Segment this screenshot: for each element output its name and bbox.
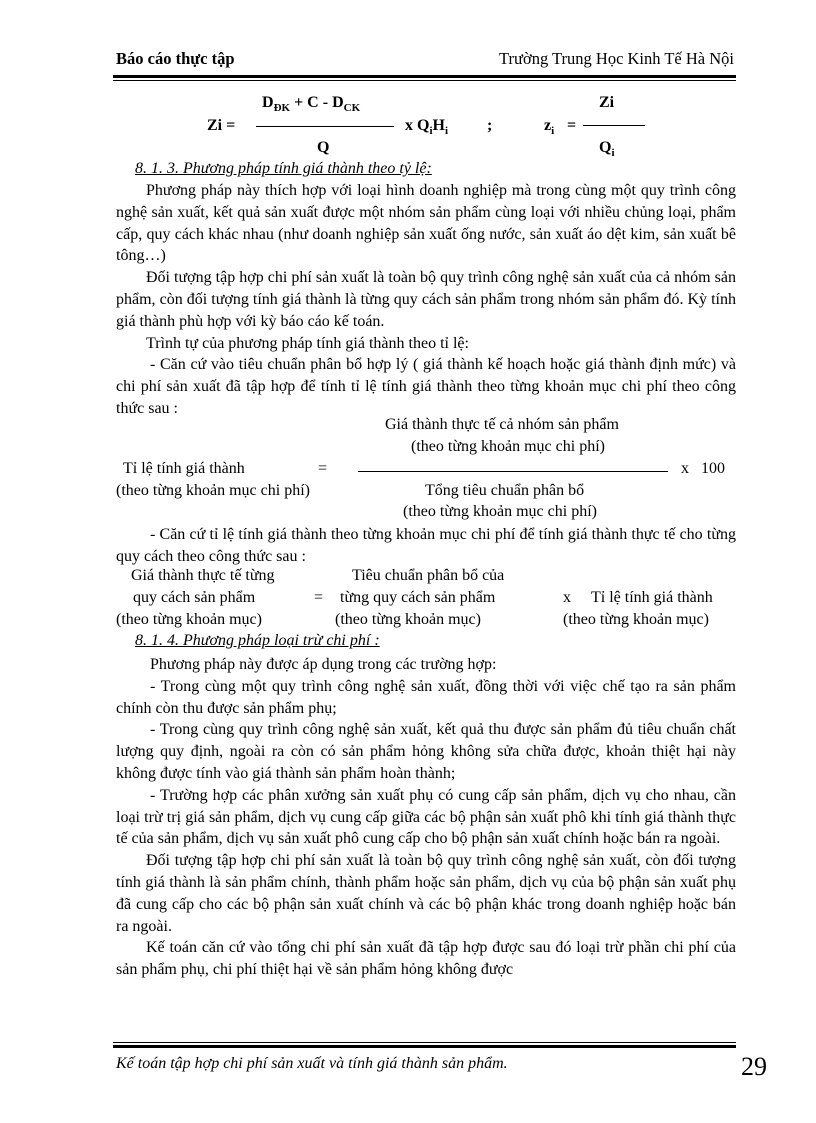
- header-left: Báo cáo thực tập: [116, 49, 235, 68]
- section-heading-8-1-3: 8. 1. 3. Phương pháp tính giá thành theo tỷ lệ:: [135, 160, 432, 177]
- formula-zi-numerator: $D_{ĐK} + C - D_{CK}$: [262, 94, 361, 115]
- header-rule-thin: [113, 80, 736, 81]
- formula-ratio-den2: (theo từng khoản mục chi phí): [403, 503, 597, 520]
- formula-ratio-num2: (theo từng khoản mục chi phí): [411, 438, 605, 455]
- footer-rule-thick: [113, 1045, 736, 1048]
- formula-ratio-mult: x 100: [681, 460, 725, 477]
- formula-unit-a3: (theo từng khoản mục): [116, 611, 262, 628]
- paragraph: - Trong cùng quy trình công nghệ sản xuất, kết quả thu được sản phẩm đủ tiêu chuẩn chất lượng quy định, ngoài ra còn có sản phẩm hỏng không sửa chữa được, khoản thiệt hại này không được tính vào giá thành sản phẩm hoàn thành;: [116, 721, 736, 782]
- formula-unit-c2: Tỉ lệ tính giá thành: [591, 589, 713, 606]
- paragraph: - Căn cứ vào tiêu chuẩn phân bổ hợp lý ( giá thành kế hoạch hoặc giá thành định mức) và chi phí sản xuất đã tập hợp để tính tỉ lệ tính giá thành theo từng khoản mục chi phí theo công thức sau :: [116, 356, 736, 417]
- formula-zi-denominator: Q: [317, 139, 330, 156]
- section-heading-8-1-4: 8. 1. 4. Phương pháp loại trừ chi phí :: [135, 632, 380, 649]
- formula-ratio-den1: Tổng tiêu chuẩn phân bổ: [425, 482, 585, 499]
- header-right: Trường Trung Học Kinh Tế Hà Nội: [499, 49, 734, 68]
- formula-unit-b2: từng quy cách sản phẩm: [340, 589, 496, 606]
- footer-title: Kế toán tập hợp chi phí sản xuất và tính giá thành sản phẩm.: [116, 1055, 508, 1072]
- formula-unit-b1: Tiêu chuẩn phân bổ của: [352, 567, 505, 584]
- paragraph: Đối tượng tập hợp chi phí sản xuất là toàn bộ quy trình công nghệ sản xuất, còn đối tượng tính giá thành là sản phẩm chính, thành phẩm hoặc sản phẩm, dịch vụ của bộ phận sản xuất phụ đã cung cấp cho các bộ phận sản xuất chính và các bộ phận khác trong doanh nghiệp hoặc bán ra ngoài.: [116, 852, 736, 935]
- header-rule-thick: [113, 75, 736, 78]
- formula-small-fraction-bar: [583, 125, 645, 126]
- footer-rule-thin: [113, 1042, 736, 1043]
- formula-unit-a2: quy cách sản phẩm: [133, 589, 256, 606]
- formula-ratio-lhs1: Tỉ lệ tính giá thành: [123, 460, 245, 477]
- paragraph: - Trường hợp các phân xưởng sản xuất phụ có cung cấp sản phẩm, dịch vụ cho nhau, cần loại trừ trị giá sản phẩm, dịch vụ cung cấp giữa các bộ phận sản xuất phô khi tính giá thành thực tế của sản phẩm, dịch vụ sản xuất phô cung cấp cho bộ phận sản xuất chính hoặc bán ra ngoài.: [116, 786, 736, 848]
- formula-small-zi: $z_i$: [544, 117, 555, 138]
- formula-unit-c3: (theo từng khoản mục): [563, 611, 709, 628]
- paragraph-block-2: [116, 524, 736, 568]
- page-number: 29: [741, 1052, 767, 1081]
- paragraph: Phương pháp này thích hợp với loại hình doanh nghiệp mà trong cùng một quy trình công nghệ sản xuất, kết quả sản xuất được một nhóm sản phẩm cùng loại với nhiều chủng loại, phẩm cấp, quy cách khác nhau (như doanh nghiệp sản xuất ống nước, sản xuất áo dệt kim, sản xuất bê tông…): [116, 182, 736, 265]
- formula-small-eq: =: [567, 117, 577, 134]
- formula-unit-b3: (theo từng khoản mục): [335, 611, 481, 628]
- paragraph: Trình tự của phương pháp tính giá thành theo tỉ lệ:: [146, 334, 469, 352]
- section-8-1-3-body: [116, 180, 736, 420]
- formula-small-denominator: $Q_i$: [599, 139, 615, 160]
- paragraph: - Trong cùng một quy trình công nghệ sản xuất, đồng thời với việc chế tạo ra sản phẩm chính còn thu được sản phẩm phụ;: [116, 677, 736, 717]
- formula-ratio-fraction-bar: [358, 471, 668, 472]
- formula-small-numerator: Zi: [599, 94, 615, 111]
- paragraph: Đối tượng tập hợp chi phí sản xuất là toàn bộ quy trình công nghệ sản xuất của cả nhóm sản phẩm, còn đối tượng tính giá thành là từng quy cách sản phẩm trong nhóm sản phẩm đó. Kỳ tính giá thành phù hợp với kỳ báo cáo kế toán.: [116, 269, 736, 330]
- paragraph: Phương pháp này được áp dụng trong các trường hợp:: [150, 656, 497, 673]
- section-8-1-4-body: [116, 654, 736, 981]
- formula-zi-multiplier: x $Q_iH_i$: [405, 117, 449, 138]
- paragraph: - Căn cứ tỉ lệ tính giá thành theo từng khoản mục chi phí để tính giá thành thực tế cho từng quy cách theo công thức sau :: [116, 526, 736, 565]
- formula-unit-a1: Giá thành thực tế từng: [131, 567, 275, 584]
- formula-ratio-eq: =: [318, 460, 328, 477]
- formula-unit-eq: =: [314, 589, 324, 606]
- formula-zi-fraction-bar: [256, 126, 394, 127]
- formula-separator: ;: [487, 117, 493, 134]
- formula-ratio-lhs2: (theo từng khoản mục chi phí): [116, 482, 310, 499]
- formula-unit-x: x: [563, 589, 571, 606]
- formula-ratio-num1: Giá thành thực tế cả nhóm sản phẩm: [385, 416, 619, 433]
- formula-zi-lhs: Zi =: [207, 117, 236, 134]
- paragraph: Kế toán căn cứ vào tổng chi phí sản xuất đã tập hợp được sau đó loại trừ phần chi phí của sản phẩm phụ, chi phí thiệt hại về sản phẩm hỏng không được: [116, 939, 736, 979]
